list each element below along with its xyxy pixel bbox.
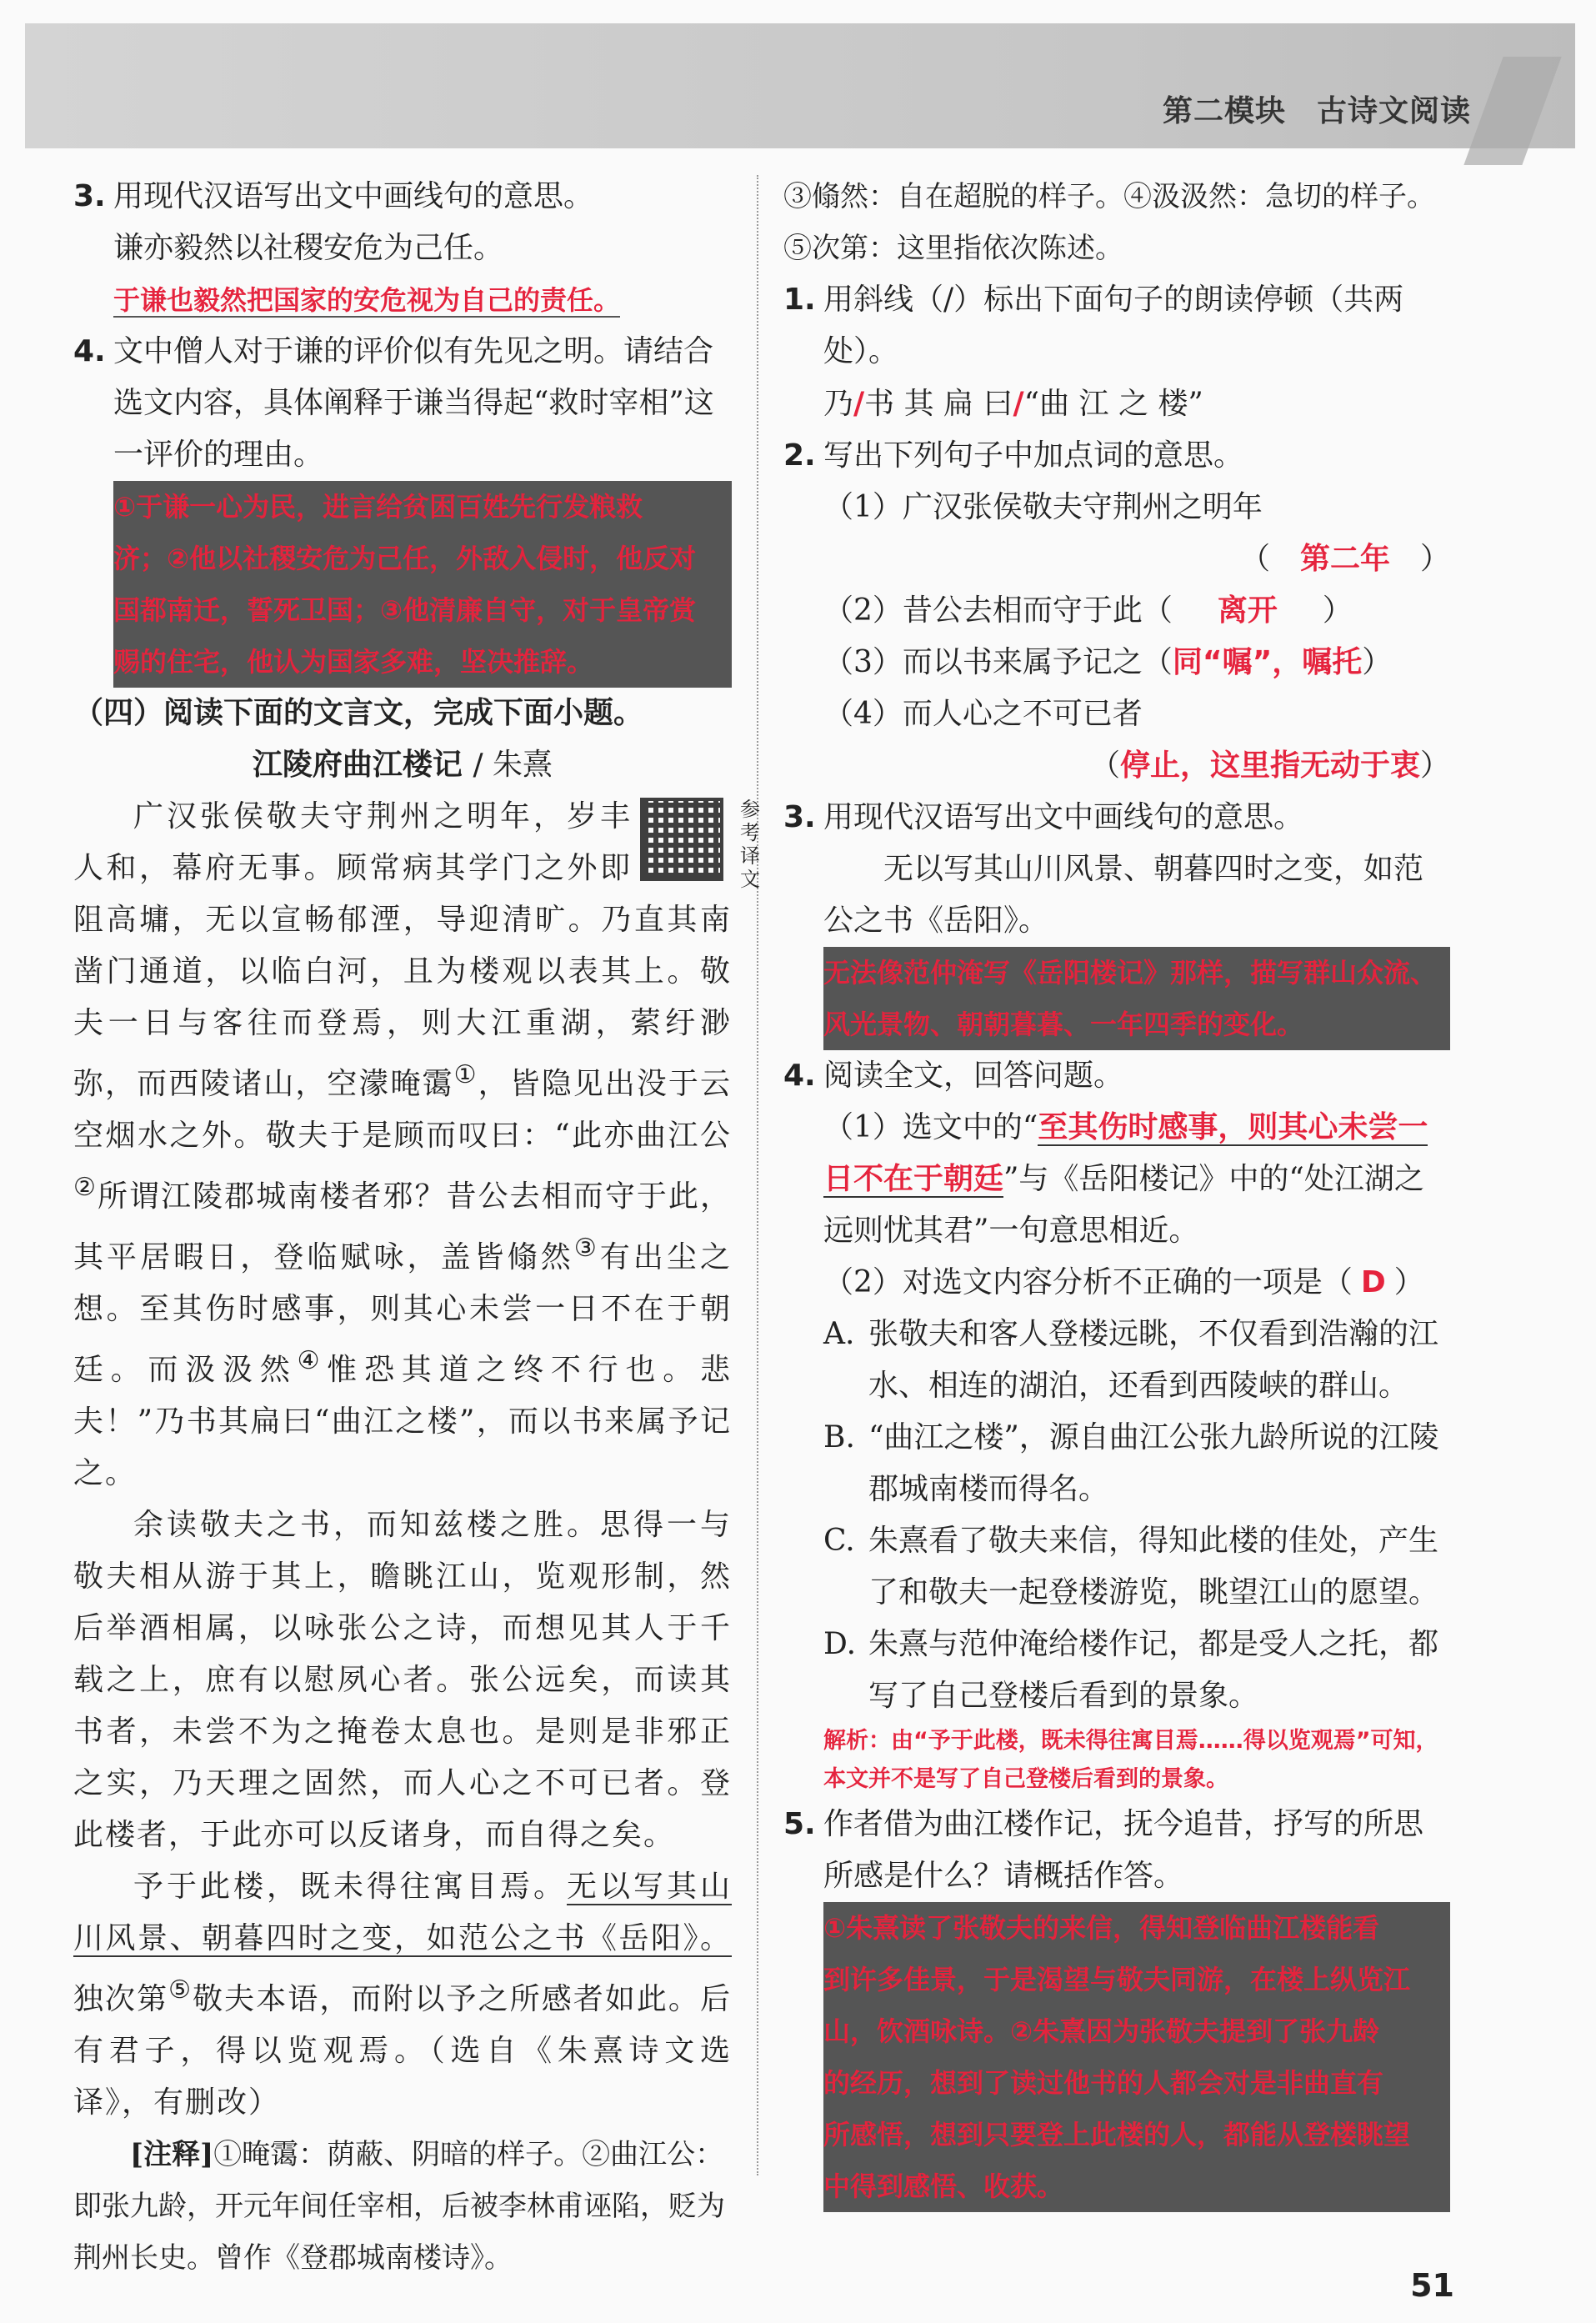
q4-answer [113, 481, 732, 688]
q-number: 3. [73, 179, 106, 213]
q2-item-4-answer: （停止，这里指无动于衷） [1089, 748, 1450, 783]
section-heading: （四）阅读下面的文言文，完成下面小题。 [73, 696, 644, 730]
fill-answer: 一日不在于朝廷 [823, 1110, 1428, 1196]
option-a [783, 1309, 1450, 1412]
answer-line: ①朱熹读了张敬夫的来信，得知登临曲江楼能看 [823, 1912, 1379, 1947]
note-mark: ④ [297, 1346, 328, 1375]
fill-answer: 停止，这里指无动于衷 [1119, 748, 1420, 783]
answer-line: 的经历，想到了读过他书的人都会对是非曲直有 [823, 2067, 1383, 2102]
para-text: 有出尘之想。至其伤时感事，则其心未尝一日不在于朝廷。而汲汲然 [73, 1240, 732, 1387]
option-letter: B. [823, 1420, 855, 1454]
sub-text: （1）选文中的“ [823, 1110, 1038, 1144]
paragraph-1 [73, 791, 732, 1499]
item-label: （2）昔公去相而守于此（ [823, 593, 1173, 628]
left-q4 [73, 326, 732, 481]
passage-title-line [73, 739, 732, 791]
right-q3 [783, 792, 1450, 844]
right-column [783, 171, 1450, 2212]
q3-answer [823, 947, 1450, 1050]
q-text: 用现代汉语写出文中画线句的意思。 [113, 179, 594, 213]
q-text: 阅读全文，回答问题。 [823, 1059, 1124, 1093]
pause-slash: / [1013, 386, 1024, 421]
answer-line: 赐的住宅，他认为国家多难，坚决推辞。 [113, 646, 593, 681]
header-decoration [1463, 57, 1561, 165]
paragraph-2: 余读敬夫之书，而知兹楼之胜。思得一与敬夫相从游于其上，瞻眺江山，览观形制，然后举酒相属，以咏张公之诗，而想见其人于千载之上，庶有以慰夙心者。张公远矣，而读其书者，未尝不为之掩卷太息也。是则是非邪正之实，乃天理之固然，而人心之不可已者。登此楼者，于此亦可以反诸身，而自得之矣。 [73, 1508, 732, 1852]
q2-item-4: （4）而人心之不可已者 [823, 697, 1143, 731]
notes-text: ①晻霭：荫蔽、阴暗的样子。②曲江公：即张九龄，开元年间任宰相，后被李林甫诬陷，贬为荆州长史。曾作《登郡城南楼诗》。 [73, 2138, 725, 2275]
sub-text: ） [1393, 1265, 1424, 1299]
option-b [783, 1412, 1450, 1515]
para-text: 予于此楼，既未得往寓目焉。 [133, 1870, 567, 1904]
note-mark: ③ [573, 1234, 600, 1263]
option-letter: C. [823, 1524, 855, 1558]
option-text: 朱熹与范仲淹给楼作记，都是受人之托，都写了自己登楼后看到的景象。 [868, 1627, 1439, 1713]
option-letter: D. [823, 1627, 857, 1661]
fill-answer: 离开 [1217, 593, 1278, 628]
para-text: 独次第 [73, 1982, 169, 2016]
passage-title: 江陵府曲江楼记 [252, 748, 463, 782]
right-q1 [783, 274, 1450, 378]
option-c [783, 1515, 1450, 1619]
option-text: 张敬夫和客人登楼远眺，不仅看到浩瀚的江水、相连的湖泊，还看到西陵峡的群山。 [868, 1317, 1439, 1403]
sentence-part: 乃 [823, 387, 854, 421]
para-text: ，皆隐见出没于云空烟水之外。敬夫于是顾而叹曰：“此亦曲江公 [73, 1067, 732, 1153]
sub-text: ”与《岳阳楼记》中的“处江湖之远则忧其君”一句意思相近。 [823, 1162, 1424, 1248]
answer-line: ①于谦一心为民，进言给贫困百姓先行发粮救 [113, 491, 643, 526]
fill-answer: 同“嘱”，嘱托 [1172, 645, 1363, 679]
notes [73, 2129, 732, 2284]
q2-item-1-answer: （ 第二年 ） [783, 533, 1450, 585]
q-text: 文中僧人对于谦的评价似有先见之明。请结合选文内容，具体阐释于谦当得起“救时宰相”这一评价的理由。 [113, 334, 714, 472]
q4-sub2 [783, 1257, 1450, 1309]
option-text: 朱熹看了敬夫来信，得知此楼的佳处，产生了和敬夫一起登楼游览，眺望江山的愿望。 [868, 1524, 1439, 1610]
q4-sub1 [783, 1102, 1450, 1257]
left-column [73, 171, 762, 2284]
option-d [783, 1619, 1450, 1722]
answer-line: 风光景物、朝朝暮暮、一年四季的变化。 [823, 1009, 1303, 1044]
answer-line: 中得到感悟、收获。 [823, 2170, 1063, 2205]
qr-code[interactable] [640, 798, 762, 891]
q-text: 作者借为曲江楼作记，抚今追昔，抒写的所思所感是什么？请概括作答。 [823, 1807, 1424, 1893]
q3-answer: 于谦也毅然把国家的安危视为自己的责任。 [113, 284, 621, 316]
answer-line: 无法像范仲淹写《岳阳楼记》那样，描写群山众流、 [823, 957, 1437, 992]
pause-slash: / [853, 386, 865, 421]
answer-line: 到许多佳景，于是渴望与敬夫同游，在楼上纵览江 [823, 1964, 1410, 1999]
q1-sentence [783, 378, 1450, 430]
option-text: “曲江之楼”，源自曲江公张九龄所说的江陵郡城南楼而得名。 [868, 1420, 1439, 1506]
para-text: 广汉张侯敬夫守荆州之明年，岁丰人和，幕府无事。顾常病其学门之外即阻高墉，无以宣畅郁湮，导迎清旷。乃直其南凿门通道，以临白河，且为楼观以表其上。敬夫一日与客往而登焉，则大江重湖，萦纡渺弥，而西陵诸山，空濛晻霭 [73, 799, 732, 1101]
sub-text: （2）对选文内容分析不正确的一项是（ [823, 1265, 1353, 1299]
choice-answer: D [1360, 1265, 1386, 1299]
q-number: 5. [783, 1807, 816, 1841]
right-q5 [783, 1799, 1450, 1902]
q-text: 用斜线（/）标出下面句子的朗读停顿（共两处）。 [823, 283, 1404, 368]
answer-line: 国都南迁，誓死卫国；③他清廉自守，对于皇帝赏 [113, 594, 696, 629]
q-number: 2. [783, 438, 816, 473]
q-number: 4. [73, 334, 106, 368]
q2-item-2: （2）昔公去相而守于此（ 离开 ） [783, 585, 1450, 637]
right-q2 [783, 430, 1450, 482]
answer-line: 所感悟，想到只要登上此楼的人，都能从登楼眺望 [823, 2119, 1410, 2154]
q-text: 写出下列句子中加点词的意思。 [823, 438, 1244, 473]
note-mark: ⑤ [168, 1975, 193, 2005]
item-label: （3）而以书来属予记之（ [823, 645, 1173, 679]
qr-code-icon [640, 798, 723, 881]
fill-answer: 至其伤时感事，则其心未尝 [1038, 1110, 1398, 1144]
passage-author: / 朱熹 [473, 748, 553, 782]
notes-continued: ③翛然：自在超脱的样子。④汲汲然：急切的样子。⑤次第：这里指依次陈述。 [783, 180, 1435, 265]
page-number: 51 [1410, 2267, 1454, 2304]
answer-line: 济；②他以社稷安危为己任，外敌入侵时，他反对 [113, 543, 696, 578]
para-text: 所谓江陵郡城南楼者邪？昔公去相而守于此，其平居暇日，登临赋咏，盖皆翛然 [73, 1179, 732, 1274]
sentence-part: 书 其 扁 曰 [864, 387, 1013, 421]
note-mark: ② [73, 1173, 98, 1202]
para-text: 敬夫本语，而附以予之所感者如此。后有君子，得以览观焉。（选自《朱熹诗文选译》，有删改） [73, 1982, 732, 2120]
q-number: 3. [783, 800, 816, 834]
q4-explanation: 解析：由“予于此楼，既未得往寓目焉……得以览观焉”可知，本文并不是写了自己登楼后看到的景象。 [823, 1728, 1438, 1792]
notes-label: [注释] [130, 2138, 214, 2171]
para-text: 惟恐其道之终不行也。悲夫！”乃书其扁曰“曲江之楼”，而以书来属予记之。 [73, 1353, 732, 1490]
right-q4 [783, 1050, 1450, 1102]
q-number: 4. [783, 1059, 816, 1093]
answer-line: 山，饮酒咏诗。②朱熹因为张敬夫提到了张九龄 [823, 2015, 1379, 2050]
underlined-sentence: 无以写其山川风景、朝暮四时之变，如范公之书《岳阳》。 [73, 1870, 732, 1955]
q2-item-3: （3）而以书来属予记之（同“嘱”，嘱托） [823, 645, 1393, 679]
passage [73, 791, 762, 2129]
column-divider [757, 175, 758, 2175]
fill-answer: 第二年 [1299, 542, 1390, 576]
left-q3 [73, 171, 732, 223]
q3-sentence: 无以写其山川风景、朝暮四时之变，如范公之书《岳阳》。 [823, 852, 1424, 938]
paragraph-3 [73, 1861, 732, 2129]
sentence-part: “曲 江 之 楼” [1023, 387, 1203, 421]
q-number: 1. [783, 283, 816, 317]
option-letter: A. [823, 1317, 855, 1351]
qr-label: 参考译文 [740, 798, 762, 891]
q3-sentence: 谦亦毅然以社稷安危为己任。 [113, 231, 504, 265]
q-text: 用现代汉语写出文中画线句的意思。 [823, 800, 1304, 834]
q5-answer [823, 1902, 1450, 2212]
q2-item-1: （1）广汉张侯敬夫守荆州之明年 [823, 490, 1263, 524]
header-title: 第二模块 古诗文阅读 [1162, 94, 1471, 128]
note-mark: ① [453, 1060, 478, 1089]
